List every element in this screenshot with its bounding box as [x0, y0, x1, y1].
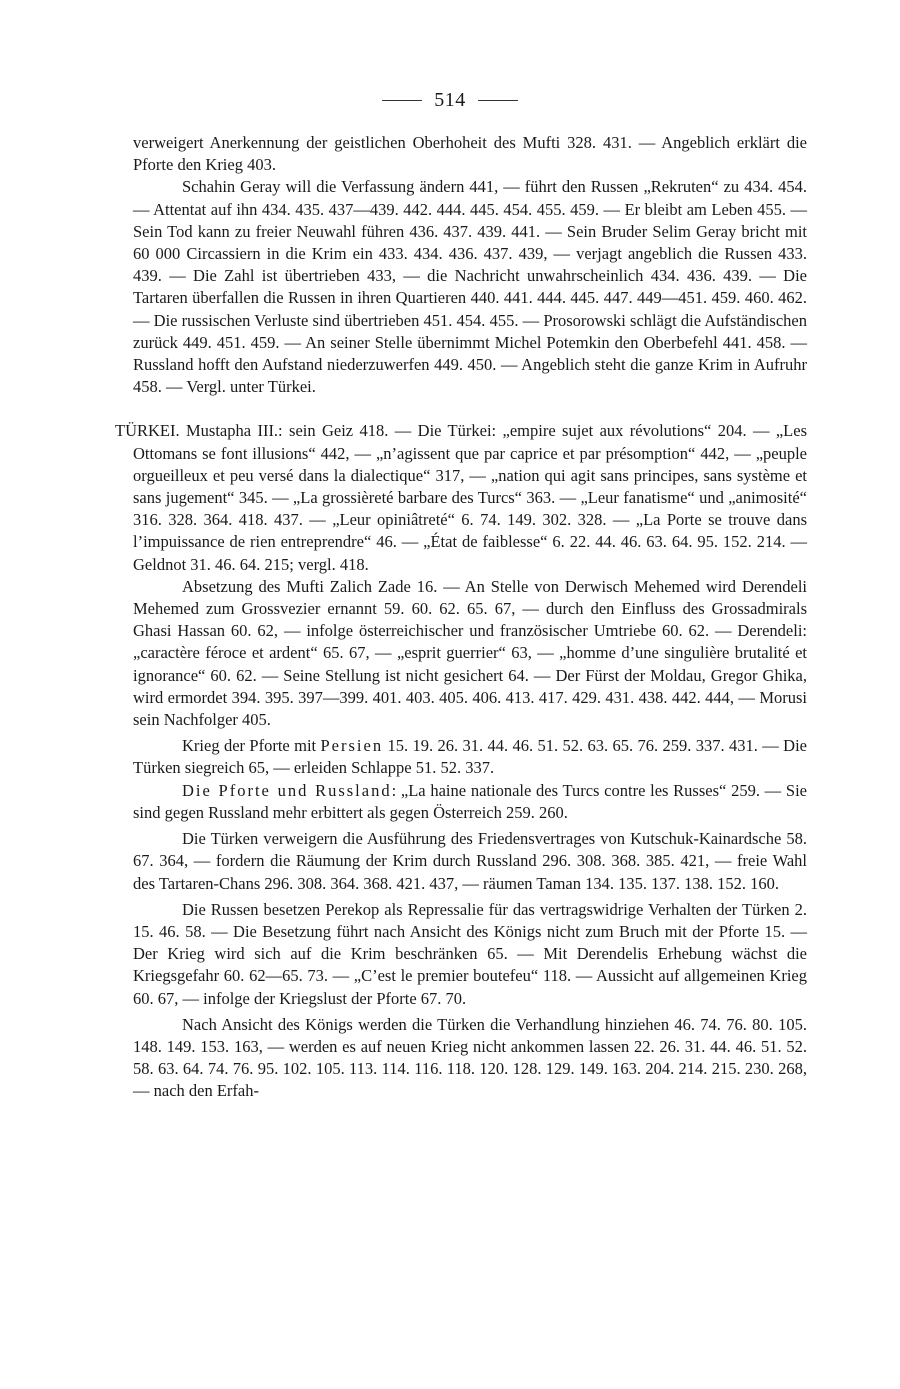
- page-number: 514: [434, 88, 466, 111]
- russland-rest: : „La haine nationale des Turcs contre les Russes“ 259. — Sie sind gegen Russland mehr erbittert als gegen Österreich 259. 260.: [133, 780, 807, 822]
- russland-spaced: Die Pforte und Russland: [182, 780, 392, 800]
- page-header: [0, 85, 900, 115]
- persien-rest: 15. 19. 26. 31. 44. 46. 51. 52. 63. 65. 76. 259. 337. 431. — Die Türken siegreich 65, — erleiden Schlappe 51. 52. 337.: [133, 736, 808, 778]
- paragraph-perekop: Die Russen besetzen Perekop als Repressalie für das vertragswidrige Verhalten der Türken 2. 15. 46. 58. — Die Besetzung führt nach Ansicht des Königs nicht zum Bruch mit der Pforte 15. — Der Krieg wird sich auf die Krim beschränken 65. — Mit Derendelis Erhebung wächst die Kriegsgefahr 60. 62—65. 73. — „C’est le premier boutefeu“ 118. — Aussicht auf allgemeinen Krieg 60. 67, — infolge der Kriegslust der Pforte 67. 70.: [133, 899, 807, 1008]
- paragraph-friedensvertrag: Die Türken verweigern die Ausführung des Friedensvertrages von Kutschuk-Kainardsche 58. 67. 364, — fordern die Räumung der Krim durch Russland 296. 308. 368. 385. 421, — freie Wahl des Tartaren-Chans 296. 308. 364. 368. 421. 437, — räumen Taman 134. 135. 137. 138. 152. 160.: [133, 829, 807, 893]
- paragraph-persien: [133, 735, 807, 779]
- paragraph-russland: [133, 780, 807, 824]
- header-rule-right: [478, 100, 518, 101]
- persien-prefix: Krieg der Pforte mit: [182, 736, 321, 756]
- page-body: [115, 132, 808, 1103]
- paragraph-absetzung: Absetzung des Mufti Zalich Zade 16. — An Stelle von Derwisch Mehemed wird Derendeli Mehemed zum Grossvezier ernannt 59. 60. 62. 65. 67, — durch den Einfluss des Grossadmirals Ghasi Hassan 60. 62, — infolge österreichischer und französischer Umtriebe 60. 62. — Derendeli: „caractère féroce et ardent“ 65. 67, — „esprit guerrier“ 63, — „homme d’une singulière brutalité et ignorance“ 60. 62. — Seine Stellung ist nicht gesichert 64. — Der Fürst der Moldau, Gregor Ghika, wird ermordet 394. 395. 397—399. 401. 403. 405. 406. 413. 417. 429. 431. 438. 442. 444, — Morusi sein Nachfolger 405.: [133, 576, 807, 730]
- header-rule-left: [382, 100, 422, 101]
- entry-tuerkei: TÜRKEI. Mustapha III.: sein Geiz 418. — Die Türkei: „empire sujet aux révolutions“ 204. — „Les Ottomans se font illusions“ 442, — „n’agissent que par caprice et par présomption“ 442, — „peuple orgueilleux et peu versé dans la dialectique“ 317, — „nation qui agit sans principes, sans système et sans jugement“ 345. — „La grossièreté barbare des Turcs“ 363. — „Leur fanatisme“ und „animosité“ 316. 328. 364. 418. 437. — „Leur opiniâtreté“ 6. 74. 149. 302. 328. — „La Porte se trouve dans l’impuissance de rien entreprendre“ 46. — „État de faiblesse“ 6. 22. 44. 46. 63. 64. 95. 152. 214. — Geldnot 31. 46. 64. 215; vergl. 418.: [115, 421, 807, 574]
- paragraph-schahin-geray: Schahin Geray will die Verfassung ändern 441, — führt den Russen „Rekruten“ zu 434. 454. — Attentat auf ihn 434. 435. 437—439. 442. 444. 445. 454. 455. 459. — Er bleibt am Leben 455. — Sein Tod kann zu freier Neuwahl führen 436. 437. 439. 441. — Sein Bruder Selim Geray bricht mit 60 000 Circassiern in die Krim ein 433. 434. 436. 437. 439, — verjagt angeblich die Russen 433. 439. — Die Zahl ist übertrieben 433, — die Nachricht unwahrscheinlich 434. 436. 439. — Die Tartaren überfallen die Russen in ihren Quartieren 440. 441. 444. 445. 447. 449—451. 459. 460. 462. — Die russischen Verluste sind übertrieben 451. 454. 455. — Prosorowski schlägt die Aufständischen zurück 449. 451. 459. — An seiner Stelle übernimmt Michel Potemkin den Oberbefehl 441. 458. — Russland hofft den Aufstand niederzuwerfen 449. 450. — Angeblich steht die ganze Krim in Aufruhr 458. — Vergl. unter Türkei.: [133, 177, 807, 397]
- persien-spaced: Persien: [320, 736, 384, 756]
- paragraph-continuation: verweigert Anerkennung der geistlichen Oberhoheit des Mufti 328. 431. — Angeblich erklärt die Pforte den Krieg 403.: [133, 133, 807, 175]
- paragraph-verhandlung: Nach Ansicht des Königs werden die Türken die Verhandlung hinziehen 46. 74. 76. 80. 105. 148. 149. 153. 163, — werden es auf neuen Krieg nicht ankommen lassen 22. 26. 31. 44. 46. 51. 52. 58. 63. 64. 74. 76. 95. 102. 105. 113. 114. 116. 118. 120. 128. 129. 149. 163. 204. 214. 215. 230. 268, — nach den Erfah-: [133, 1014, 807, 1101]
